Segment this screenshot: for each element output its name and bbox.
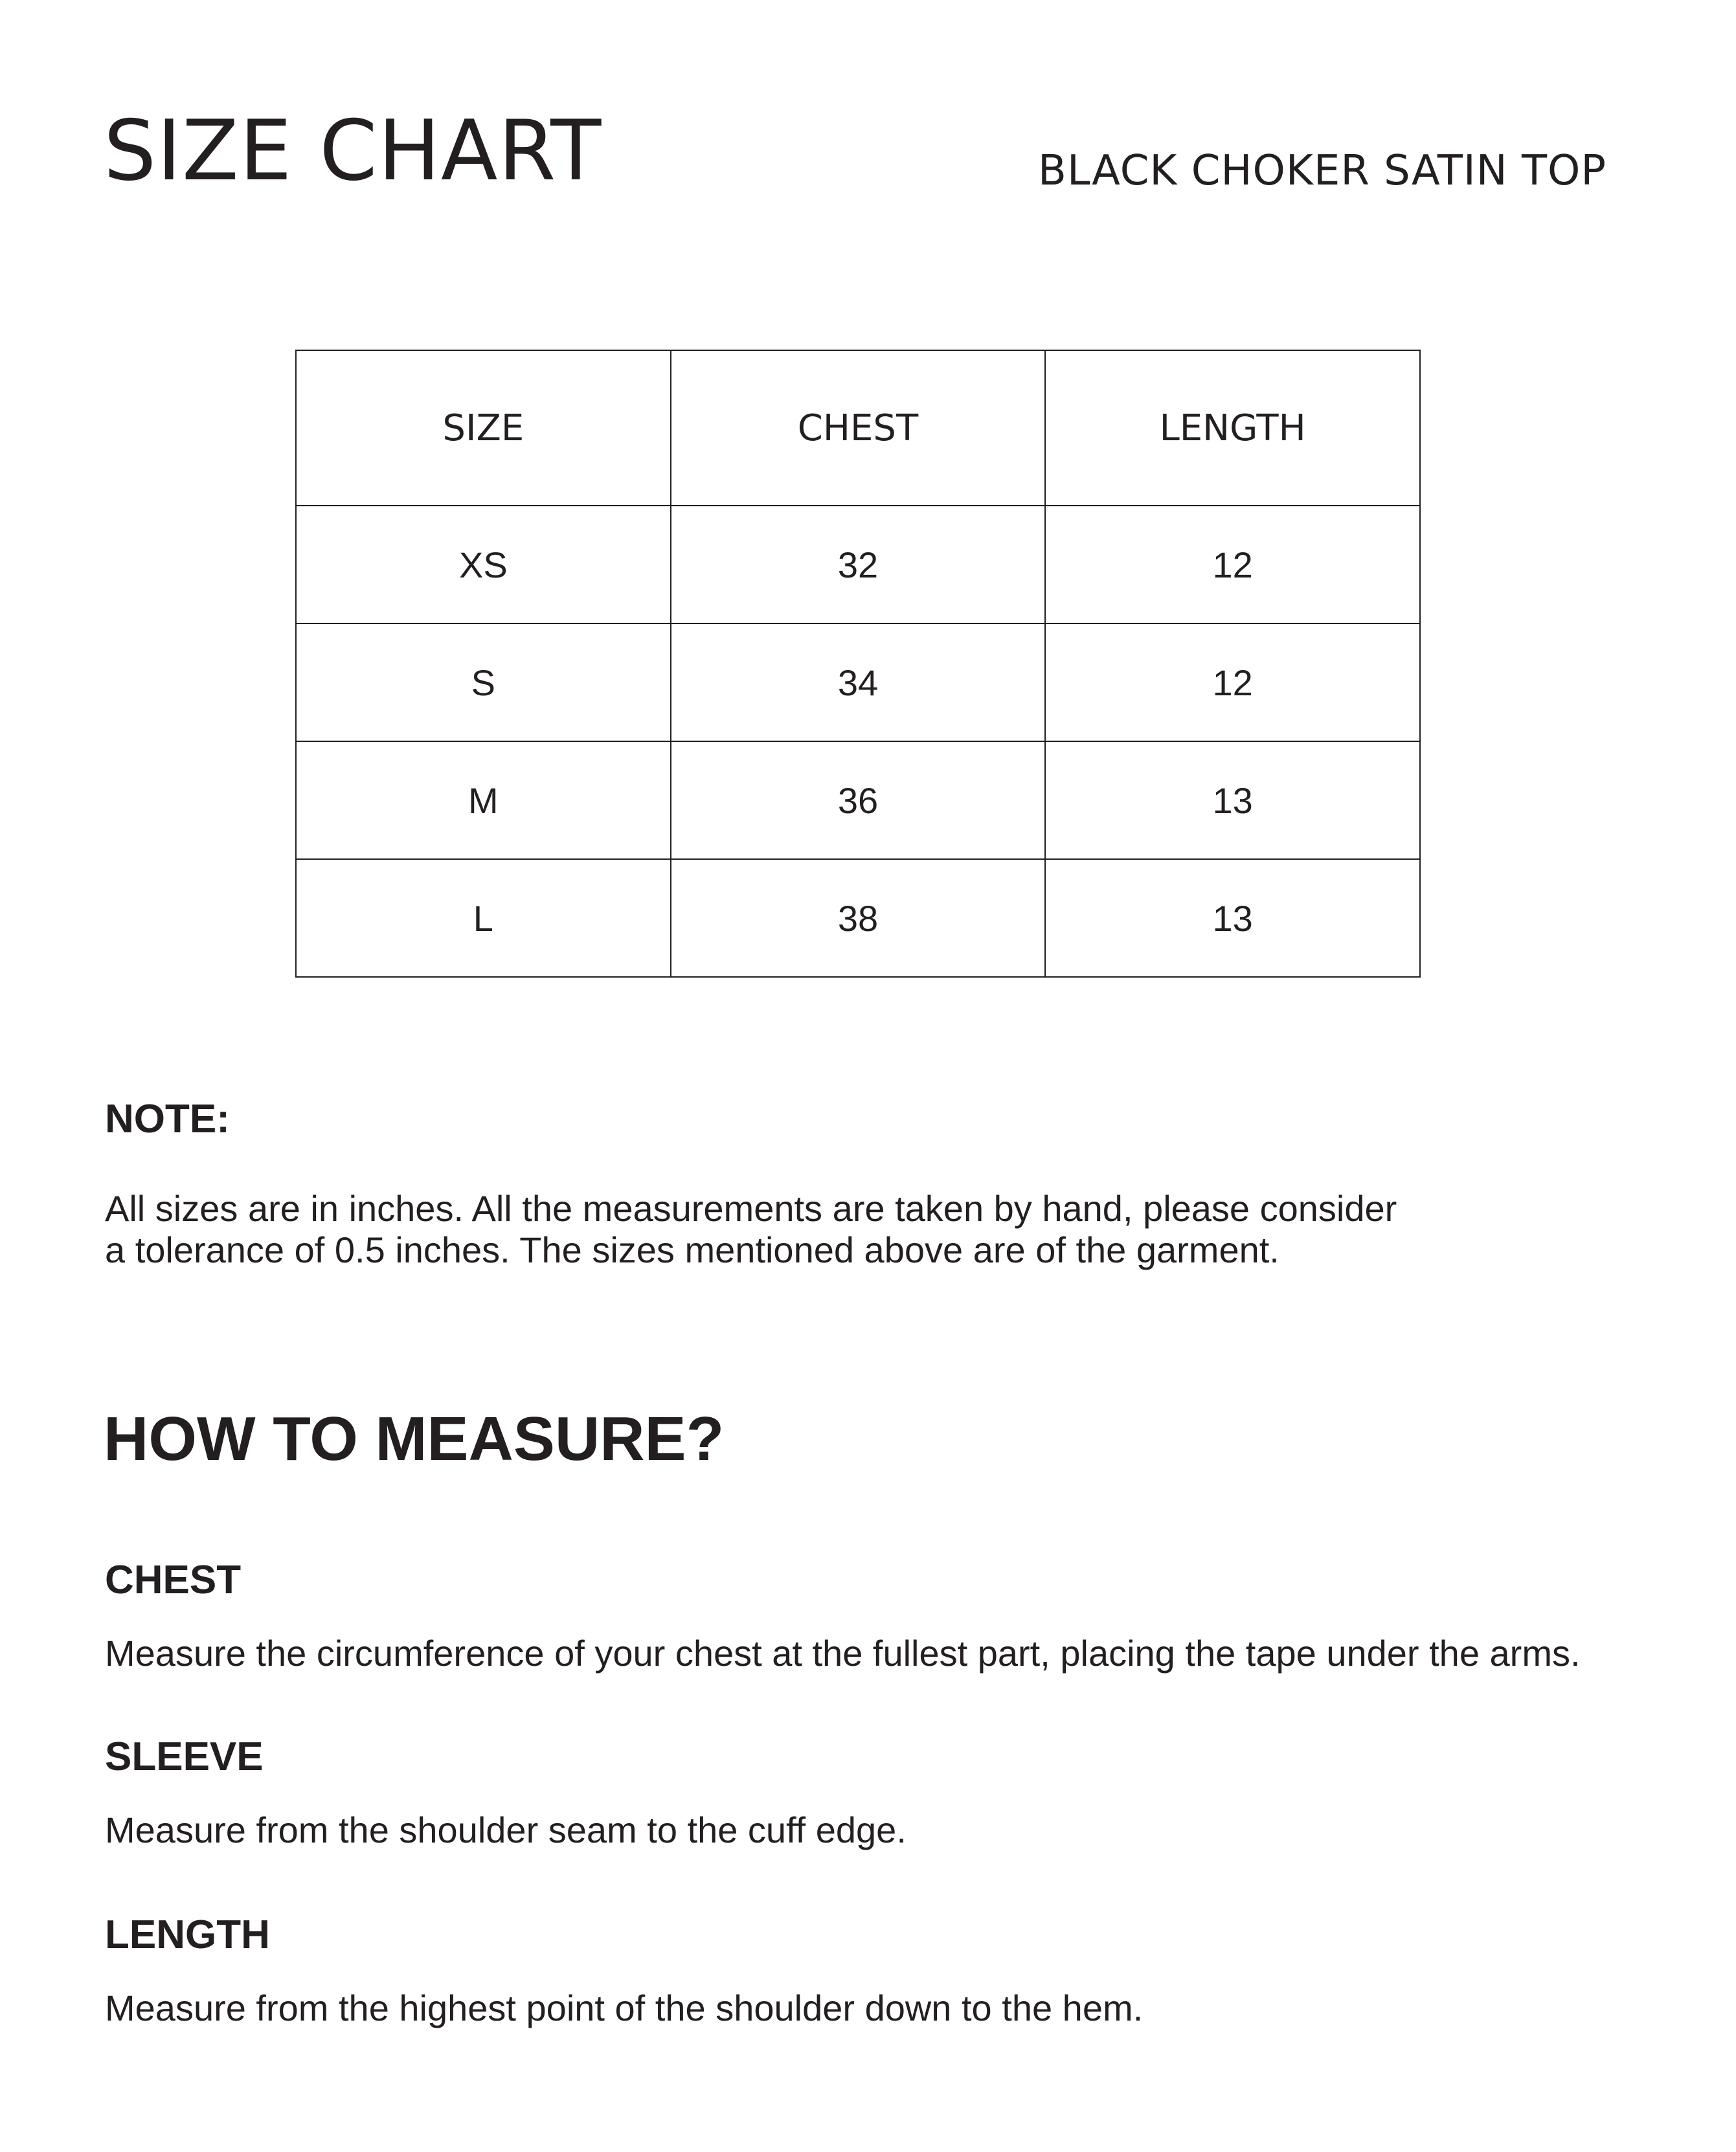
cell-chest: 36 — [671, 741, 1046, 859]
note-line: All sizes are in inches. All the measurements are taken by hand, please consider — [105, 1188, 1397, 1229]
cell-chest: 38 — [671, 859, 1046, 977]
measure-item-text: Measure from the shoulder seam to the cuff edge. — [105, 1810, 907, 1850]
cell-chest: 34 — [671, 623, 1046, 741]
cell-chest: 32 — [671, 506, 1046, 623]
measure-item-text: Measure from the highest point of the shoulder down to the hem. — [105, 1988, 1144, 2028]
size-table — [295, 350, 1421, 978]
note-line: a tolerance of 0.5 inches. The sizes mentioned above are of the garment. — [105, 1229, 1279, 1270]
cell-length: 13 — [1045, 741, 1420, 859]
page-title: SIZE CHART — [104, 103, 602, 199]
cell-length: 12 — [1045, 506, 1420, 623]
table-row — [296, 741, 1420, 859]
column-header-size: SIZE — [296, 350, 671, 506]
measure-item-chest — [105, 1560, 1581, 1672]
measure-item-text: Measure the circumference of your chest at the fullest part, placing the tape under the arms. — [105, 1633, 1581, 1674]
product-name: BLACK CHOKER SATIN TOP — [1038, 147, 1606, 195]
column-header-length: LENGTH — [1045, 350, 1420, 506]
table-row — [296, 859, 1420, 977]
cell-size: L — [296, 859, 671, 977]
measure-item-title: LENGTH — [105, 1912, 270, 1957]
note-heading: NOTE: — [105, 1097, 230, 1141]
cell-size: S — [296, 623, 671, 741]
measure-item-title: SLEEVE — [105, 1734, 264, 1779]
note-text — [105, 1188, 1529, 1271]
cell-length: 13 — [1045, 859, 1420, 977]
measure-item-title: CHEST — [105, 1558, 242, 1602]
cell-size: XS — [296, 506, 671, 623]
cell-size: M — [296, 741, 671, 859]
measure-item-length — [105, 1912, 1144, 2028]
measure-item-sleeve — [105, 1734, 907, 1850]
cell-length: 12 — [1045, 623, 1420, 741]
table-header-row — [296, 350, 1420, 506]
table-row — [296, 623, 1420, 741]
table-row — [296, 506, 1420, 623]
how-to-measure-heading: HOW TO MEASURE? — [104, 1404, 725, 1474]
column-header-chest: CHEST — [671, 350, 1046, 506]
